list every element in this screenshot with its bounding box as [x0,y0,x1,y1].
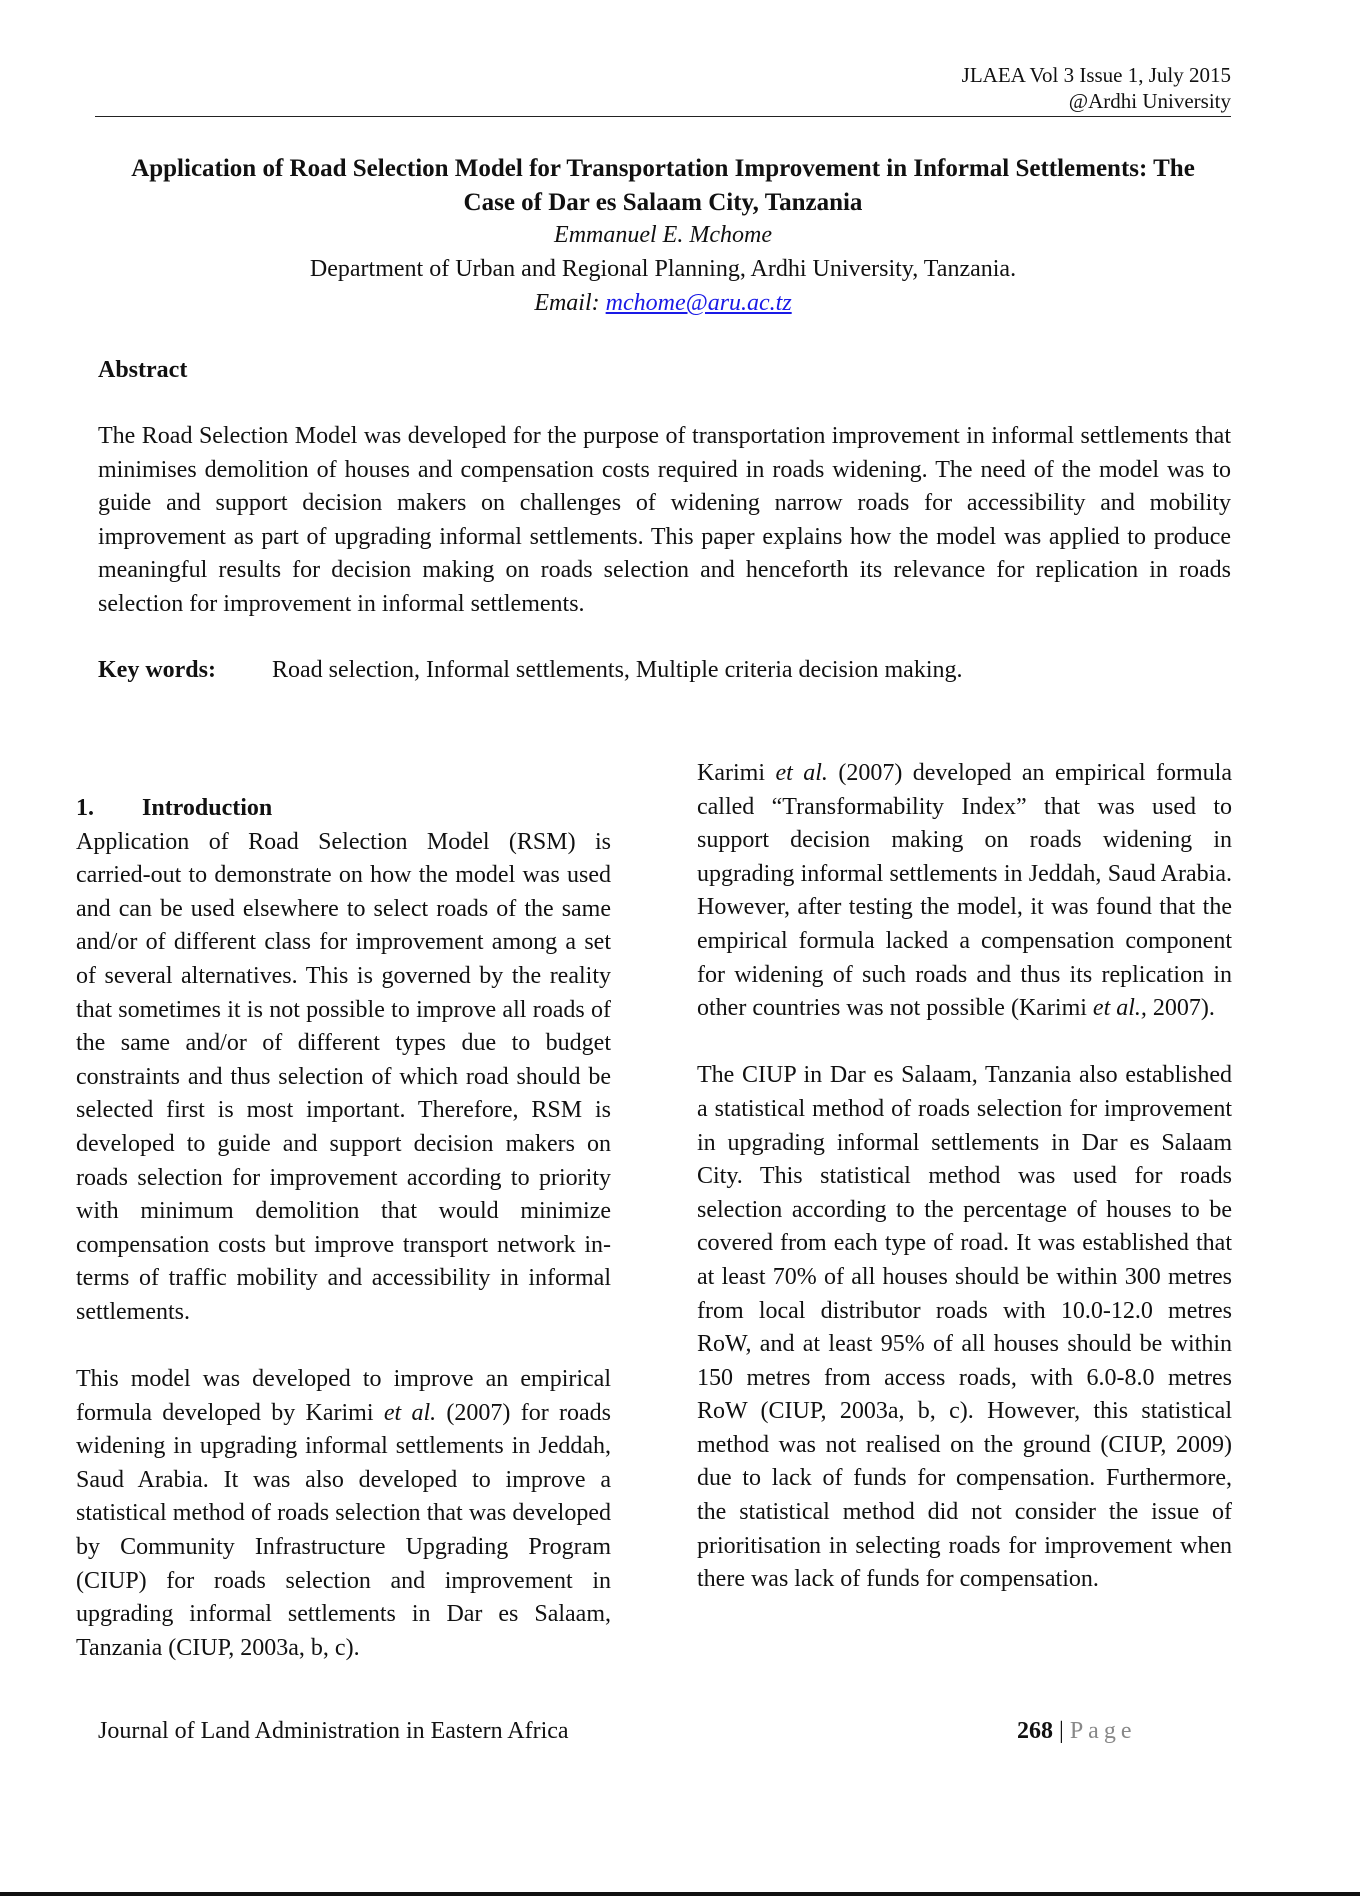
section-title: Introduction [142,795,273,821]
author-affiliation: Department of Urban and Regional Planning, Ardhi University, Tanzania. [309,256,1017,282]
intro-p2-text-a: This model was developed to improve an empirical formula developed by Karimi [76,1366,611,1426]
title-line-1: Application of Road Selection Model for Transportation Improvement in Informal Settlements: The [131,155,1195,182]
email-label: Email: [534,290,600,316]
left-column [76,792,611,1665]
abstract-heading: Abstract [98,357,188,383]
intro-p2-etal: et al. [383,1399,437,1426]
right-paragraph-2: The CIUP in Dar es Salaam, Tanzania also established a statistical method of roads selection for improvement in upgrading informal settlements in Dar es Salaam City. This statistical method was used for roads selection according to the percentage of houses to be covered from each type of road. It was established that at least 70% of all houses should be within 300 metres from local distributor roads with 10.0-12.0 metres RoW, and at least 95% of all houses should be within 150 metres from access roads, with 6.0-8.0 metres RoW (CIUP, 2003a, b, c). However, this statistical method was not realised on the ground (CIUP, 2009) due to lack of funds for compensation. Furthermore, the statistical method did not consider the issue of prioritisation in selecting roads for improvement when there was lack of funds for compensation. [697,1062,1232,1593]
running-header [95,62,1231,117]
journal-volume: JLAEA Vol 3 Issue 1, July 2015 [961,63,1231,87]
section-number: 1. [76,795,94,821]
right-paragraph-1 [697,757,1232,1026]
right-p1-etal: et al. [775,760,828,786]
keywords-label: Key words: [98,657,216,683]
intro-paragraph-2 [76,1363,611,1665]
title-line-2: Case of Dar es Salaam City, Tanzania [463,189,863,216]
keywords [98,655,1231,685]
right-p1-etal-2: et al., [1092,995,1147,1022]
right-p1-text-b: (2007) developed an empirical formula called “Transformability Index” that was used to support decision making on roads widening in upgrading informal settlements in Jeddah, Saud Arabia. However, after testing the model, it was found that the empirical formula lacked a compensation component for widening of such roads and thus its replication in other countries was not possible (Karimi [697,760,1233,1022]
page-number: 268 [1017,1718,1053,1744]
author-name: Emmanuel E. Mchome [554,222,772,248]
intro-paragraph-1: Application of Road Selection Model (RSM) is carried-out to demonstrate on how the model was used and can be used elsewhere to select roads of the same and/or of different class for improvement among a set of several alternatives. This is governed by the reality that sometimes it is not possible to improve all roads of the same and/or of different types due to budget constraints and thus selection of which road should be selected first is most important. Therefore, RSM is developed to guide and support decision makers on roads selection for improvement according to priority with minimum demolition that would minimize compensation costs but improve transport network in-terms of traffic mobility and accessibility in informal settlements. [76,828,611,1325]
publisher: @Ardhi University [1068,89,1231,113]
right-p1-text-a: Karimi [697,760,776,786]
paper-title [95,152,1231,220]
page-footer [1017,1716,1136,1746]
keywords-text: Road selection, Informal settlements, Multiple criteria decision making. [272,657,963,683]
page-separator: | [1059,1718,1064,1744]
abstract-text: The Road Selection Model was developed for the purpose of transportation improvement in informal settlements that minimises demolition of houses and compensation costs required in roads widening. The need of the model was to guide and support decision makers on challenges of widening narrow roads for accessibility and mobility improvement as part of upgrading informal settlements. This paper explains how the model was applied to produce meaningful results for decision making on roads selection and henceforth its relevance for replication in roads selection for improvement in informal settlements. [98,423,1231,617]
footer-journal: Journal of Land Administration in Eastern Africa [98,1718,569,1744]
bottom-border [0,1892,1360,1896]
author-block [95,218,1231,320]
email-link[interactable]: mchome@aru.ac.tz [605,290,792,316]
page-word: Page [1069,1718,1137,1744]
right-p1-text-c: 2007). [1146,995,1215,1022]
section-heading [76,792,611,826]
intro-p2-text-b: (2007) for roads widening in upgrading informal settlements in Jeddah, Saud Arabia. It was also developed to improve a statistical method of roads selection that was developed by Community Infrastructure Upgrading Program (CIUP) for roads selection and improvement in upgrading informal settlements in Dar es Salaam, Tanzania (CIUP, 2003a, b, c). [76,1399,611,1661]
right-column [697,757,1232,1597]
author-email-line [95,286,1231,320]
